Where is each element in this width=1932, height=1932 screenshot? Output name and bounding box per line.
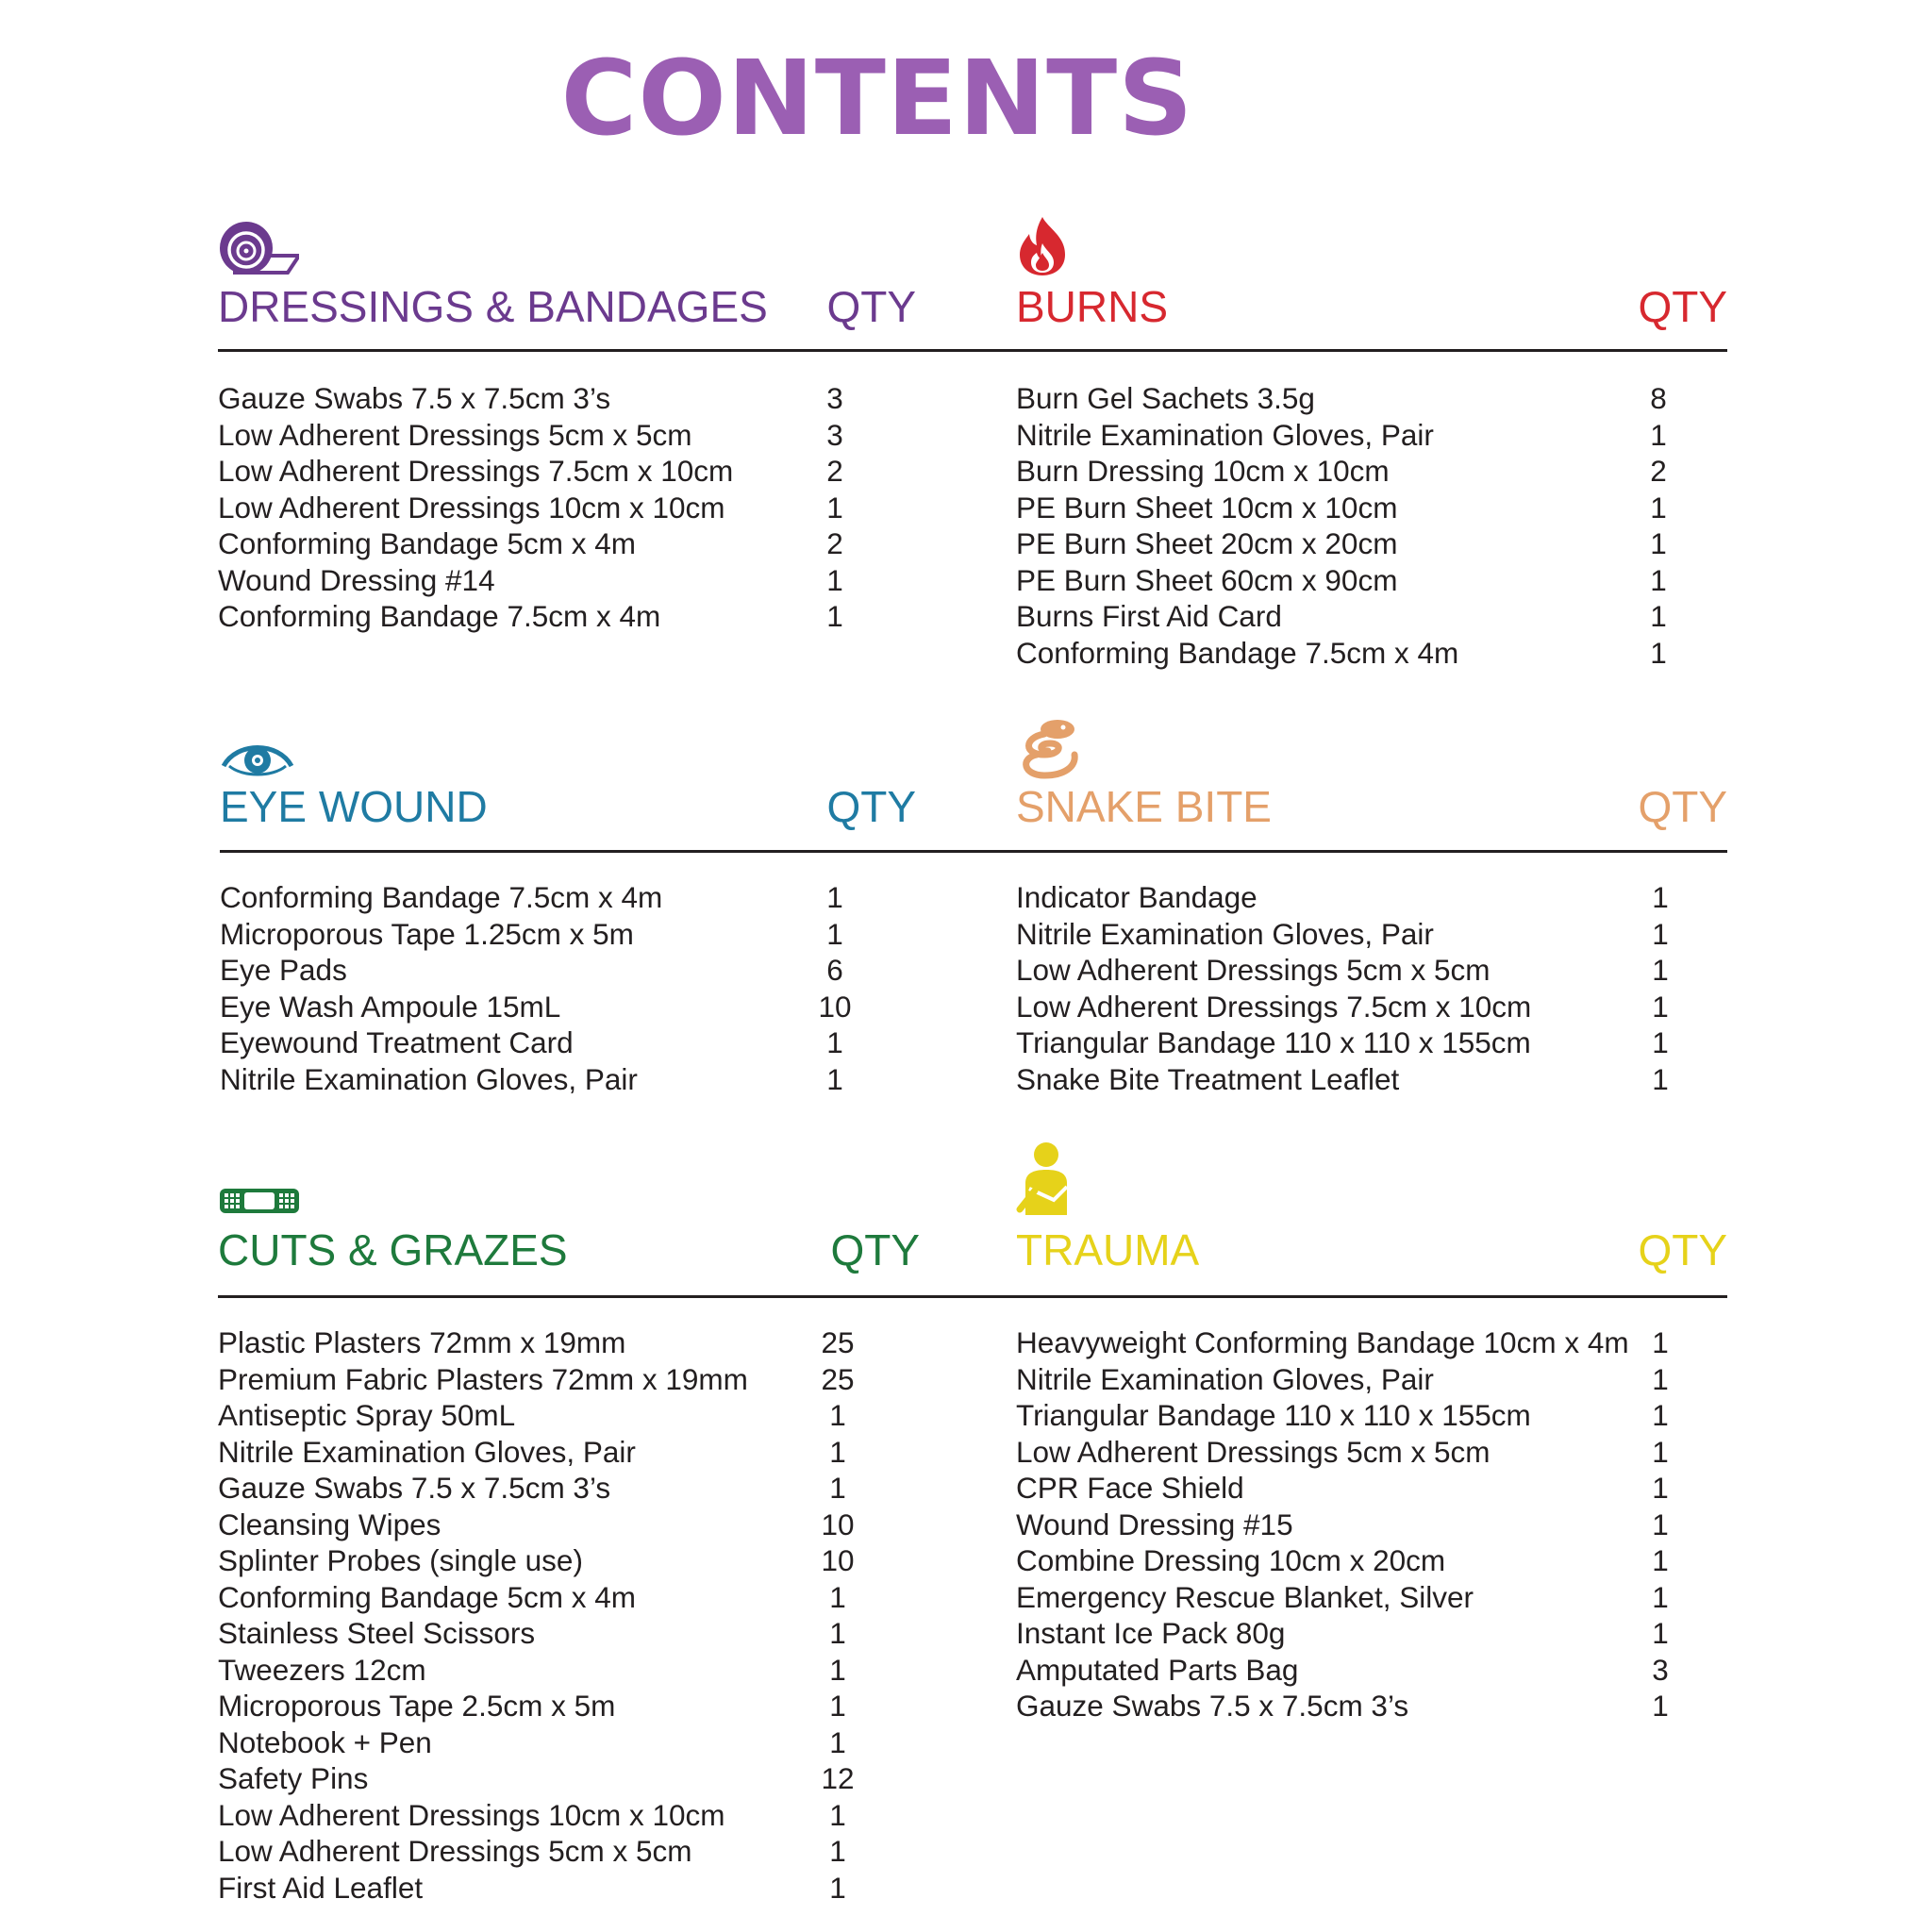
item-name: Conforming Bandage 7.5cm x 4m bbox=[218, 599, 661, 633]
item-name: Wound Dressing #15 bbox=[1016, 1507, 1293, 1541]
qty-header: QTY bbox=[830, 1225, 920, 1274]
item-qty: 1 bbox=[1650, 490, 1667, 525]
item-name: Nitrile Examination Gloves, Pair bbox=[220, 1061, 638, 1096]
list-item bbox=[1016, 1579, 1727, 1616]
list-item bbox=[1016, 1507, 1727, 1543]
item-qty: 1 bbox=[1650, 526, 1667, 560]
item-name: Safety Pins bbox=[218, 1761, 369, 1795]
item-name: Nitrile Examination Gloves, Pair bbox=[1016, 1361, 1434, 1396]
item-qty: 2 bbox=[826, 454, 843, 488]
item-qty: 10 bbox=[821, 1507, 855, 1541]
section-divider bbox=[218, 1295, 1727, 1298]
item-qty: 2 bbox=[1650, 454, 1667, 488]
item-name: Low Adherent Dressings 7.5cm x 10cm bbox=[218, 454, 734, 488]
item-qty: 1 bbox=[1652, 1434, 1669, 1469]
list-item bbox=[218, 1870, 1727, 1907]
item-name: Burn Gel Sachets 3.5g bbox=[1016, 381, 1315, 415]
list-item bbox=[1016, 1470, 1727, 1507]
section-title: CUTS & GRAZES bbox=[218, 1225, 568, 1274]
item-qty: 3 bbox=[1652, 1652, 1669, 1687]
item-qty: 1 bbox=[1652, 880, 1669, 914]
item-qty: 1 bbox=[1650, 562, 1667, 597]
item-name: PE Burn Sheet 60cm x 90cm bbox=[1016, 562, 1398, 597]
list-item bbox=[1016, 490, 1727, 526]
list-item bbox=[1016, 525, 1727, 562]
item-qty: 1 bbox=[1652, 1061, 1669, 1096]
item-qty: 1 bbox=[826, 599, 843, 633]
item-name: Burn Dressing 10cm x 10cm bbox=[1016, 454, 1390, 488]
list-item bbox=[218, 1797, 1727, 1834]
list-item bbox=[1016, 1652, 1727, 1689]
item-name: First Aid Leaflet bbox=[218, 1870, 424, 1905]
qty-header: QTY bbox=[826, 282, 916, 331]
item-qty: 2 bbox=[826, 526, 843, 560]
item-name: PE Burn Sheet 10cm x 10cm bbox=[1016, 490, 1398, 525]
item-qty: 1 bbox=[829, 1652, 846, 1687]
item-name: Conforming Bandage 5cm x 4m bbox=[218, 526, 636, 560]
page-title: CONTENTS bbox=[560, 38, 1194, 158]
item-qty: 1 bbox=[826, 1061, 843, 1096]
list-item bbox=[1016, 1061, 1727, 1098]
item-qty: 1 bbox=[826, 490, 843, 525]
snake-icon bbox=[1016, 717, 1082, 779]
item-name: Antiseptic Spray 50mL bbox=[218, 1398, 516, 1432]
item-name: Triangular Bandage 110 x 110 x 155cm bbox=[1016, 1398, 1531, 1432]
plaster-icon bbox=[218, 1187, 301, 1215]
item-qty: 1 bbox=[1652, 916, 1669, 951]
item-name: Indicator Bandage bbox=[1016, 880, 1257, 914]
item-name: Conforming Bandage 7.5cm x 4m bbox=[1016, 635, 1459, 670]
item-name: Emergency Rescue Blanket, Silver bbox=[1016, 1579, 1474, 1614]
item-list bbox=[1016, 380, 1727, 671]
qty-header: QTY bbox=[1638, 1225, 1727, 1274]
item-name: Burns First Aid Card bbox=[1016, 599, 1282, 633]
section-title: EYE WOUND bbox=[220, 782, 488, 831]
item-name: Instant Ice Pack 80g bbox=[1016, 1616, 1286, 1650]
item-name: Low Adherent Dressings 5cm x 5cm bbox=[1016, 953, 1491, 987]
list-item bbox=[1016, 1361, 1727, 1398]
item-name: Low Adherent Dressings 10cm x 10cm bbox=[218, 490, 725, 525]
item-qty: 1 bbox=[1652, 1398, 1669, 1432]
item-qty: 3 bbox=[826, 381, 843, 415]
section-title: TRAUMA bbox=[1016, 1225, 1200, 1274]
item-qty: 1 bbox=[1652, 1025, 1669, 1059]
list-item bbox=[1016, 1397, 1727, 1434]
item-name: Nitrile Examination Gloves, Pair bbox=[1016, 916, 1434, 951]
section-title: BURNS bbox=[1016, 282, 1169, 331]
item-name: Nitrile Examination Gloves, Pair bbox=[218, 1434, 636, 1469]
item-name: Low Adherent Dressings 5cm x 5cm bbox=[218, 1834, 692, 1868]
item-name: Amputated Parts Bag bbox=[1016, 1652, 1299, 1687]
item-qty: 1 bbox=[1650, 635, 1667, 670]
item-qty: 1 bbox=[829, 1870, 846, 1905]
item-qty: 1 bbox=[829, 1471, 846, 1505]
list-item bbox=[1016, 453, 1727, 490]
list-item bbox=[1016, 417, 1727, 454]
item-qty: 8 bbox=[1650, 381, 1667, 415]
item-qty: 1 bbox=[826, 916, 843, 951]
item-qty: 1 bbox=[829, 1434, 846, 1469]
list-item bbox=[218, 1760, 1727, 1797]
item-name: CPR Face Shield bbox=[1016, 1471, 1244, 1505]
list-item bbox=[1016, 1324, 1727, 1361]
bandage-roll-icon bbox=[218, 218, 299, 276]
injured-person-icon bbox=[1016, 1141, 1076, 1217]
list-item bbox=[1016, 1688, 1727, 1724]
item-qty: 1 bbox=[826, 562, 843, 597]
list-item bbox=[1016, 1615, 1727, 1652]
item-qty: 1 bbox=[1652, 989, 1669, 1024]
item-qty: 10 bbox=[818, 989, 852, 1024]
list-item bbox=[1016, 989, 1727, 1025]
section-title: SNAKE BITE bbox=[1016, 782, 1272, 831]
item-name: Eyewound Treatment Card bbox=[220, 1025, 574, 1059]
item-name: Gauze Swabs 7.5 x 7.5cm 3’s bbox=[218, 381, 611, 415]
item-list bbox=[1016, 1324, 1727, 1724]
item-name: Heavyweight Conforming Bandage 10cm x 4m bbox=[1016, 1325, 1629, 1359]
item-qty: 1 bbox=[1652, 1361, 1669, 1396]
item-name: Conforming Bandage 7.5cm x 4m bbox=[220, 880, 663, 914]
item-qty: 1 bbox=[1652, 1325, 1669, 1359]
item-name: Stainless Steel Scissors bbox=[218, 1616, 536, 1650]
item-name: Gauze Swabs 7.5 x 7.5cm 3’s bbox=[1016, 1689, 1409, 1723]
item-qty: 1 bbox=[1652, 1543, 1669, 1577]
item-name: Triangular Bandage 110 x 110 x 155cm bbox=[1016, 1025, 1531, 1059]
item-name: Cleansing Wipes bbox=[218, 1507, 441, 1541]
list-item bbox=[1016, 916, 1727, 953]
item-name: Eye Wash Ampoule 15mL bbox=[220, 989, 561, 1024]
list-item bbox=[1016, 879, 1727, 916]
item-name: Microporous Tape 1.25cm x 5m bbox=[220, 916, 634, 951]
item-qty: 1 bbox=[829, 1579, 846, 1614]
item-qty: 1 bbox=[826, 1025, 843, 1059]
item-qty: 25 bbox=[821, 1325, 855, 1359]
section-divider bbox=[220, 850, 1727, 853]
item-qty: 12 bbox=[821, 1761, 855, 1795]
section-title: DRESSINGS & BANDAGES bbox=[218, 282, 768, 331]
item-qty: 1 bbox=[1650, 417, 1667, 452]
item-name: Nitrile Examination Gloves, Pair bbox=[1016, 417, 1434, 452]
item-qty: 1 bbox=[826, 880, 843, 914]
item-qty: 1 bbox=[1652, 1507, 1669, 1541]
item-qty: 1 bbox=[1650, 599, 1667, 633]
item-qty: 1 bbox=[829, 1834, 846, 1868]
item-name: Microporous Tape 2.5cm x 5m bbox=[218, 1689, 616, 1723]
item-name: Premium Fabric Plasters 72mm x 19mm bbox=[218, 1361, 748, 1396]
item-name: PE Burn Sheet 20cm x 20cm bbox=[1016, 526, 1398, 560]
item-name: Plastic Plasters 72mm x 19mm bbox=[218, 1325, 626, 1359]
list-item bbox=[218, 1833, 1727, 1870]
item-qty: 1 bbox=[829, 1724, 846, 1759]
list-item bbox=[1016, 952, 1727, 989]
list-item bbox=[1016, 598, 1727, 635]
item-name: Notebook + Pen bbox=[218, 1724, 432, 1759]
item-name: Conforming Bandage 5cm x 4m bbox=[218, 1579, 636, 1614]
item-list bbox=[1016, 879, 1727, 1097]
item-qty: 6 bbox=[826, 953, 843, 987]
item-name: Low Adherent Dressings 7.5cm x 10cm bbox=[1016, 989, 1532, 1024]
item-qty: 3 bbox=[826, 417, 843, 452]
item-qty: 1 bbox=[1652, 953, 1669, 987]
item-qty: 1 bbox=[829, 1797, 846, 1832]
item-name: Splinter Probes (single use) bbox=[218, 1543, 583, 1577]
item-name: Low Adherent Dressings 10cm x 10cm bbox=[218, 1797, 725, 1832]
list-item bbox=[1016, 1024, 1727, 1061]
item-qty: 1 bbox=[829, 1616, 846, 1650]
item-name: Low Adherent Dressings 5cm x 5cm bbox=[218, 417, 692, 452]
item-qty: 1 bbox=[829, 1689, 846, 1723]
item-qty: 1 bbox=[1652, 1579, 1669, 1614]
item-name: Gauze Swabs 7.5 x 7.5cm 3’s bbox=[218, 1471, 611, 1505]
item-qty: 1 bbox=[1652, 1471, 1669, 1505]
section-divider bbox=[218, 349, 1727, 352]
qty-header: QTY bbox=[826, 782, 916, 831]
item-qty: 10 bbox=[821, 1543, 855, 1577]
item-name: Wound Dressing #14 bbox=[218, 562, 495, 597]
item-name: Combine Dressing 10cm x 20cm bbox=[1016, 1543, 1446, 1577]
list-item bbox=[1016, 1542, 1727, 1579]
item-name: Tweezers 12cm bbox=[218, 1652, 426, 1687]
qty-header: QTY bbox=[1638, 782, 1727, 831]
item-qty: 25 bbox=[821, 1361, 855, 1396]
item-qty: 1 bbox=[1652, 1616, 1669, 1650]
item-name: Eye Pads bbox=[220, 953, 347, 987]
list-item bbox=[1016, 1434, 1727, 1471]
list-item bbox=[1016, 562, 1727, 599]
item-qty: 1 bbox=[1652, 1689, 1669, 1723]
list-item bbox=[1016, 380, 1727, 417]
item-name: Snake Bite Treatment Leaflet bbox=[1016, 1061, 1400, 1096]
list-item bbox=[1016, 635, 1727, 672]
qty-header: QTY bbox=[1638, 282, 1727, 331]
list-item bbox=[218, 1724, 1727, 1761]
item-qty: 1 bbox=[829, 1398, 846, 1432]
eye-icon bbox=[220, 738, 295, 779]
flame-icon bbox=[1016, 215, 1069, 277]
item-name: Low Adherent Dressings 5cm x 5cm bbox=[1016, 1434, 1491, 1469]
